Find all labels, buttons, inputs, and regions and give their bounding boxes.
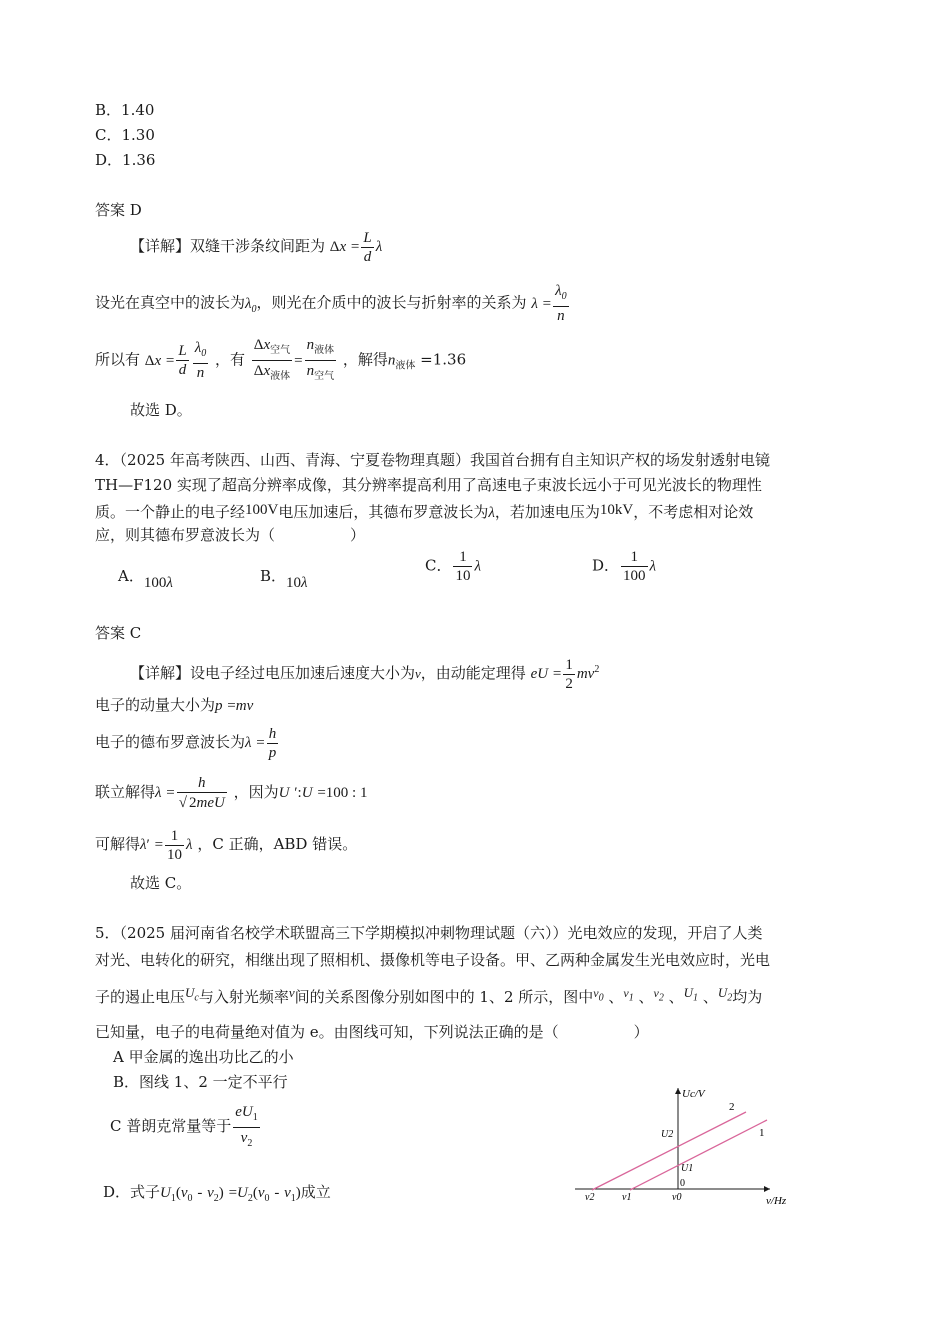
subscript-liquid: 液体 bbox=[395, 360, 416, 372]
detail-line: 电子的德布罗意波长为λ = $\frac{h}{p}$ bbox=[95, 725, 277, 761]
question-stem-line: 5．（2025 届河南省名校学术联盟高三下学期模拟冲刺物理试题（六））光电效应的发现，开启了人类 bbox=[95, 924, 763, 942]
detail-text: ，有 bbox=[215, 350, 246, 369]
option-b: B．10λ bbox=[260, 567, 308, 591]
option-b-row bbox=[95, 100, 154, 120]
option-text: 1.36 bbox=[122, 151, 156, 169]
x-tick-v2: ν2 bbox=[585, 1192, 595, 1203]
detail-line: 【详解】设电子经过电压加速后速度大小为v，由动能定理得 eU = $\frac{1}{2}$ $mv^2$ bbox=[130, 656, 600, 692]
detail-text: ，解得 bbox=[342, 350, 388, 369]
option-a: A 甲金属的逸出功比乙的小 bbox=[113, 1048, 294, 1066]
formula-kinetic-energy: eU = $\frac{1}{2}$ $mv^2$ bbox=[530, 656, 600, 692]
option-letter: C． bbox=[95, 126, 122, 144]
conclusion: 故选 C。 bbox=[130, 874, 192, 892]
formula-ratio: $\frac{\Delta x_{空气}}{\Delta x_{液体}}$ = $\frac{n_{液体}}{n_{空气}}$ bbox=[253, 337, 335, 382]
option-c: C 普朗克常量等于 $\frac{eU_1}{v_2}$ bbox=[110, 1103, 258, 1149]
graph-line-2 bbox=[592, 1112, 746, 1190]
x-tick-v1: ν1 bbox=[622, 1192, 632, 1203]
ratio-value: =100 : 1 bbox=[317, 785, 368, 801]
detail-line: 电子的动量大小为p =mv bbox=[95, 696, 254, 714]
detail-line: 联立解得λ = $\frac{h}{\text{√ 2meU}}$ ，因为U ′:U =100 : 1 bbox=[95, 775, 368, 811]
x-axis-label: ν/Hz bbox=[766, 1195, 787, 1207]
graph-line-1 bbox=[630, 1120, 767, 1190]
question-stem-line: 质。一个静止的电子经100V电压加速后，其德布罗意波长为λ，若加速电压为10kV，不考虑相对论效 bbox=[95, 502, 754, 521]
option-d: D．式子$U_1(v_0 - v_2) =U_2(v_0 - v_1)$成立 bbox=[103, 1183, 331, 1204]
y-tick-u1: U1 bbox=[681, 1163, 694, 1174]
formula-medium-wavelength: λ = $\frac{\lambda_0}{n}$ bbox=[531, 283, 567, 324]
lambda0-symbol: $\lambda_0$ bbox=[245, 295, 257, 315]
formula-spacing-medium: Δx = $\frac{L}{d}$ $\frac{\lambda_0}{n}$ bbox=[144, 340, 207, 381]
formula-fringe-spacing: Δx = $\frac{L}{d}$ λ bbox=[329, 229, 383, 265]
option-letter: D． bbox=[95, 151, 123, 169]
option-text: 1.40 bbox=[121, 101, 155, 119]
question-stem-line: 应，则其德布罗意波长为（ ） bbox=[95, 526, 366, 544]
option-c-row bbox=[95, 125, 155, 145]
option-text: 1.30 bbox=[121, 126, 155, 144]
question-stem-line: 已知量，电子的电荷量绝对值为 e。由图线可知，下列说法正确的是（ ） bbox=[95, 1023, 649, 1041]
question-stem-line: 4．（2025 年高考陕西、山西、青海、宁夏卷物理真题）我国首台拥有自主知识产权的场发射透射电镜 bbox=[95, 451, 770, 469]
question-stem-line: 对光、电转化的研究，相继出现了照相机、摄像机等电子设备。甲、乙两种金属发生光电效应时，光电 bbox=[95, 951, 771, 969]
detail-line: 可解得λ′ = $\frac{1}{10}$ λ ，C 正确，ABD 错误。 bbox=[95, 827, 358, 863]
conclusion: 故选 D。 bbox=[130, 401, 192, 419]
detail-text: 【详解】双缝干涉条纹间距为 bbox=[130, 237, 326, 255]
detail-text: 所以有 bbox=[95, 350, 141, 369]
voltage-value: 100V bbox=[245, 502, 279, 518]
answer-label: 答案 D bbox=[95, 201, 142, 219]
detail-line: 所以有 Δx = $\frac{L}{d}$ $\frac{\lambda_0}{n}$ ，有 $\frac{\Delta x_{空气}}{\Delta x_{液体}}$ = $\frac{n_{液体}}{n_{空气}}$ ，解得$n_{液体} =1.36$ bbox=[95, 337, 467, 382]
detail-text: ，则光在介质中的波长与折射率的关系为 bbox=[256, 293, 527, 312]
option-c: C． $\frac{1}{10}$ λ bbox=[425, 549, 481, 584]
photoelectric-graph bbox=[570, 1080, 810, 1210]
detail-text: 设光在真空中的波长为 bbox=[95, 293, 246, 312]
y-axis-label: Uc/V bbox=[682, 1088, 705, 1100]
answer-label: 答案 C bbox=[95, 624, 142, 642]
question-stem-line: 子的遏止电压$U_c$与入射光频率ν间的关系图像分别如图中的 1、2 所示，图中$^{\nu_0}$ 、$^{\nu_1}$ 、$^{\nu_2}$ 、$U_1$ 、$U_2$均为 bbox=[95, 985, 763, 1006]
y-tick-u2: U2 bbox=[661, 1129, 674, 1140]
question-stem-line: TH—F120 实现了超高分辨率成像，其分辨率提高利用了高速电子束波长远小于可见光波长的物理性 bbox=[95, 476, 762, 494]
option-d: D． $\frac{1}{100}$ λ bbox=[592, 549, 657, 584]
option-d-row bbox=[95, 150, 155, 170]
line-label-1: 1 bbox=[759, 1127, 765, 1139]
x-tick-v0: ν0 bbox=[672, 1192, 682, 1203]
origin-label: 0 bbox=[680, 1178, 685, 1189]
voltage-value: 10kV bbox=[599, 502, 634, 518]
result-value: =1.36 bbox=[420, 350, 467, 369]
detail-line bbox=[130, 228, 382, 266]
detail-line bbox=[95, 282, 571, 328]
option-letter: B． bbox=[95, 101, 122, 119]
option-a: A．100λ bbox=[118, 567, 173, 591]
line-label-2: 2 bbox=[729, 1101, 735, 1113]
option-b: B．图线 1、2 一定不平行 bbox=[113, 1073, 288, 1091]
